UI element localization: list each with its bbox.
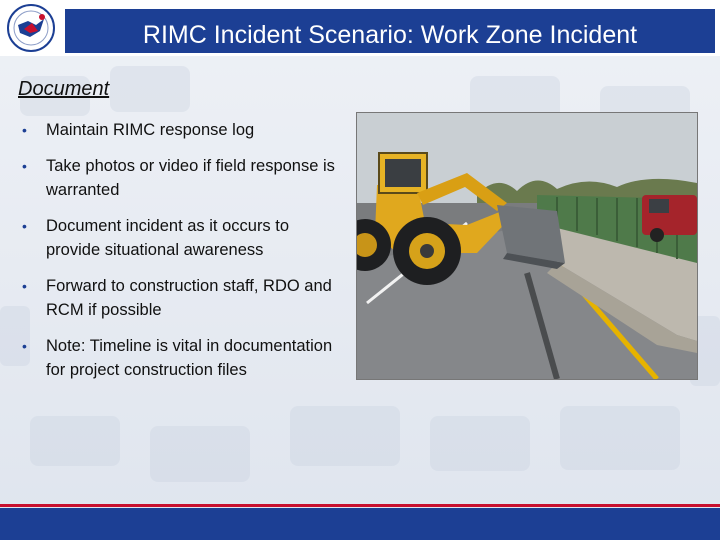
- footer-bar: [0, 508, 720, 540]
- bullet-item: [20, 118, 340, 142]
- slide-title: RIMC Incident Scenario: Work Zone Incident: [142, 21, 638, 49]
- bullet-item: [20, 334, 340, 382]
- bullet-text: Document incident as it occurs to provide situational awareness: [46, 217, 290, 259]
- bullet-item: [20, 214, 340, 262]
- section-heading: Document: [18, 78, 110, 100]
- work-zone-loader-photo-icon: [356, 112, 698, 380]
- footer-accent-line: [0, 504, 720, 507]
- state-seal-logo-icon: [6, 3, 56, 53]
- bullet-text: Note: Timeline is vital in documentation for project construction files: [46, 337, 333, 379]
- bullet-dot-icon: •: [22, 122, 27, 138]
- bullet-dot-icon: •: [22, 278, 27, 294]
- bullet-item: [20, 274, 340, 322]
- bullet-dot-icon: •: [22, 158, 27, 174]
- bullet-text: Take photos or video if field response is warranted: [46, 157, 335, 199]
- bullet-dot-icon: •: [22, 338, 27, 354]
- bullet-item: [20, 154, 340, 202]
- bullet-text: Maintain RIMC response log: [46, 121, 255, 139]
- bullet-dot-icon: •: [22, 218, 27, 234]
- bullet-list: [20, 118, 340, 394]
- header: [0, 0, 720, 56]
- bullet-text: Forward to construction staff, RDO and RCM if possible: [46, 277, 332, 319]
